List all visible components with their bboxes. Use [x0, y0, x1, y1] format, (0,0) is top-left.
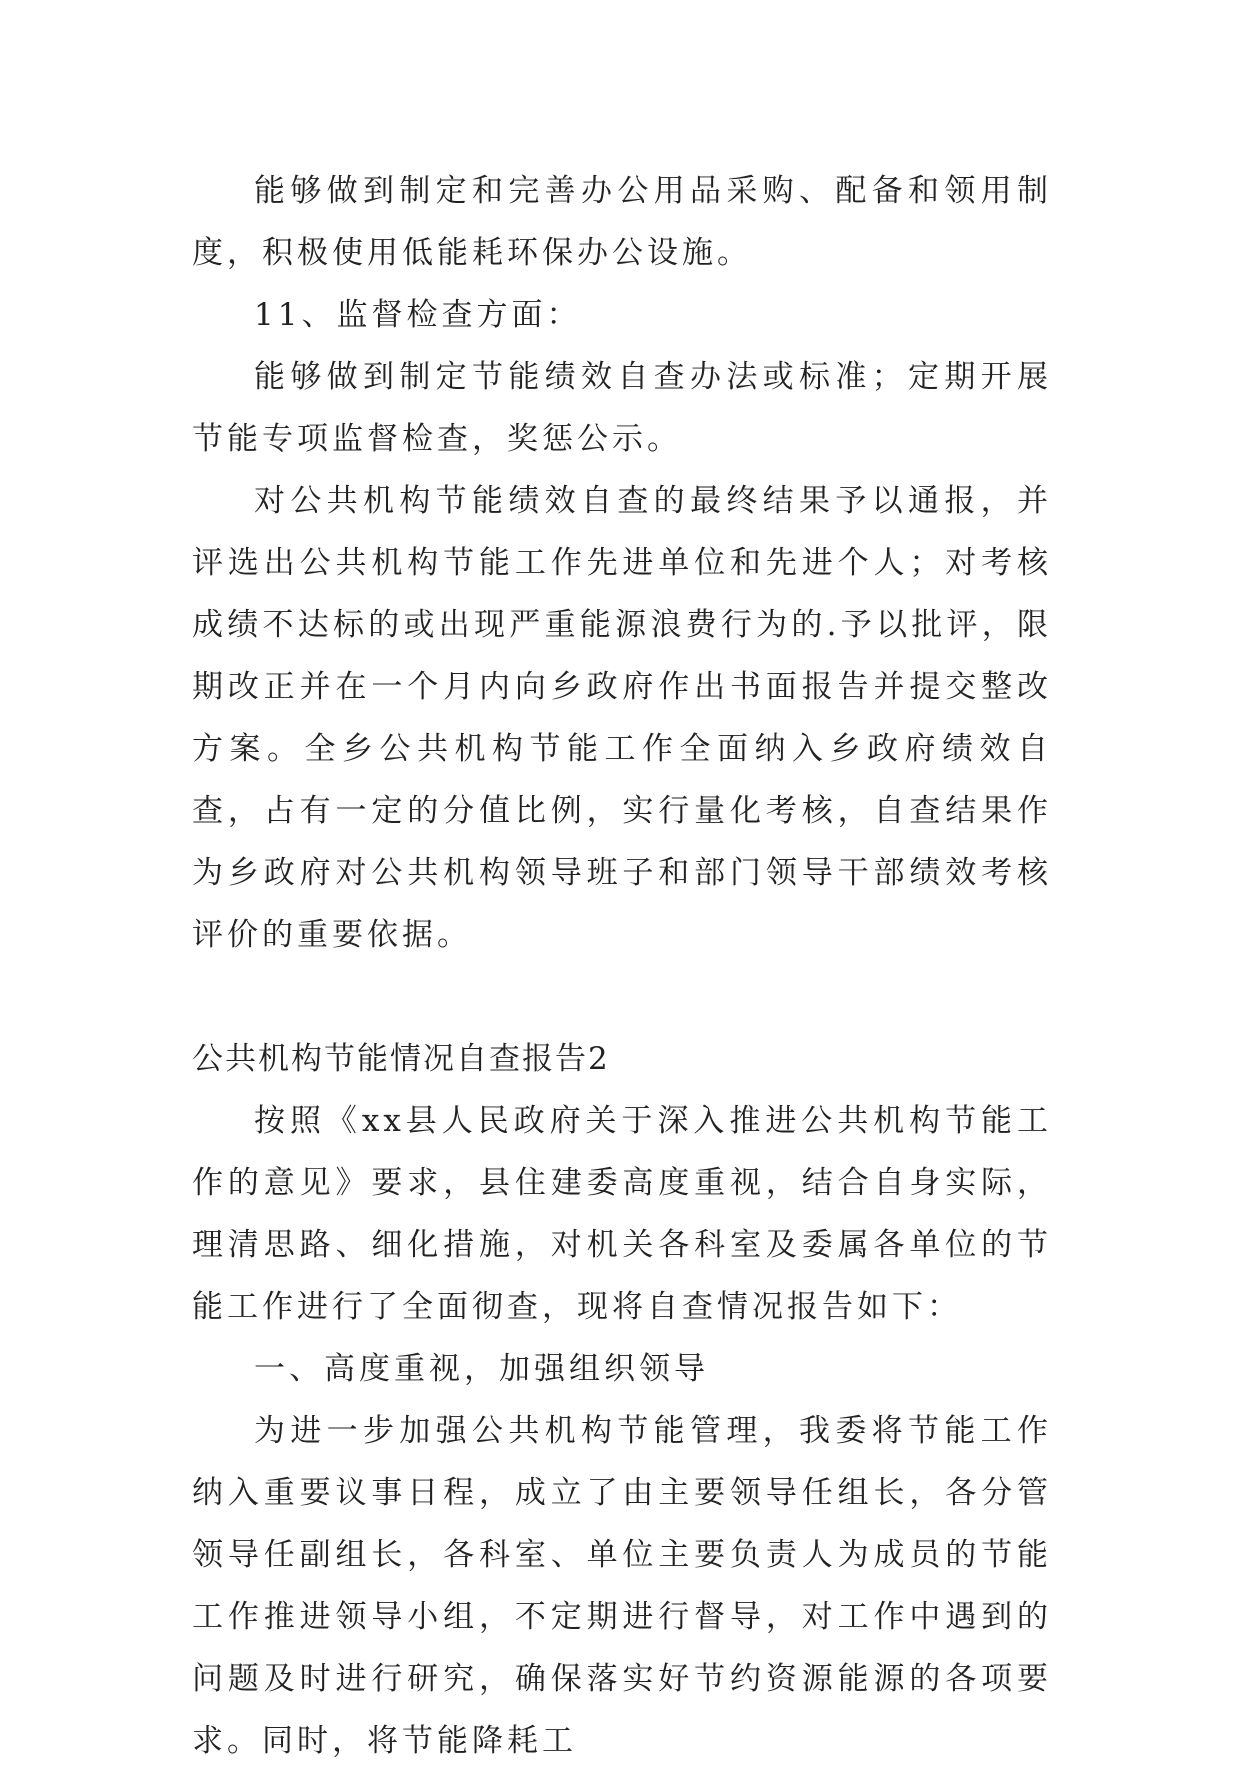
paragraph: 11、监督检查方面： — [254, 297, 582, 333]
paragraph: 能够做到制定和完善办公用品采购、配备和领用制度，积极使用低能耗环保办公设施。 — [192, 173, 1052, 271]
paragraph: 为进一步加强公共机构节能管理，我委将节能工作纳入重要议事日程，成立了由主要领导任组长，各分管领导任副组长，各科室、单位主要负责人为成员的节能工作推进领导小组，不定期进行督导，对工作中遇到的问题及时进行研究，确保落实好节约资源能源的各项要求。同时，将节能降耗工 — [192, 1413, 1052, 1759]
paragraph: 一、高度重视，加强组织领导 — [254, 1351, 709, 1387]
section-title: 公共机构节能情况自查报告2 — [192, 1041, 610, 1077]
paragraph: 对公共机构节能绩效自查的最终结果予以通报，并评选出公共机构节能工作先进单位和先进个人；对考核成绩不达标的或出现严重能源浪费行为的.予以批评，限期改正并在一个月内向乡政府作出书面报告并提交整改方案。全乡公共机构节能工作全面纳入乡政府绩效自查，占有一定的分值比例，实行量化考核，自查结果作为乡政府对公共机构领导班子和部门领导干部绩效考核评价的重要依据。 — [192, 483, 1052, 953]
document-body — [192, 160, 1052, 1772]
paragraph: 按照《xx县人民政府关于深入推进公共机构节能工作的意见》要求，县住建委高度重视，结合自身实际，理清思路、细化措施，对机关各科室及委属各单位的节能工作进行了全面彻查，现将自查情况报告如下： — [192, 1103, 1052, 1325]
paragraph: 能够做到制定节能绩效自查办法或标准；定期开展节能专项监督检查，奖惩公示。 — [192, 359, 1052, 457]
